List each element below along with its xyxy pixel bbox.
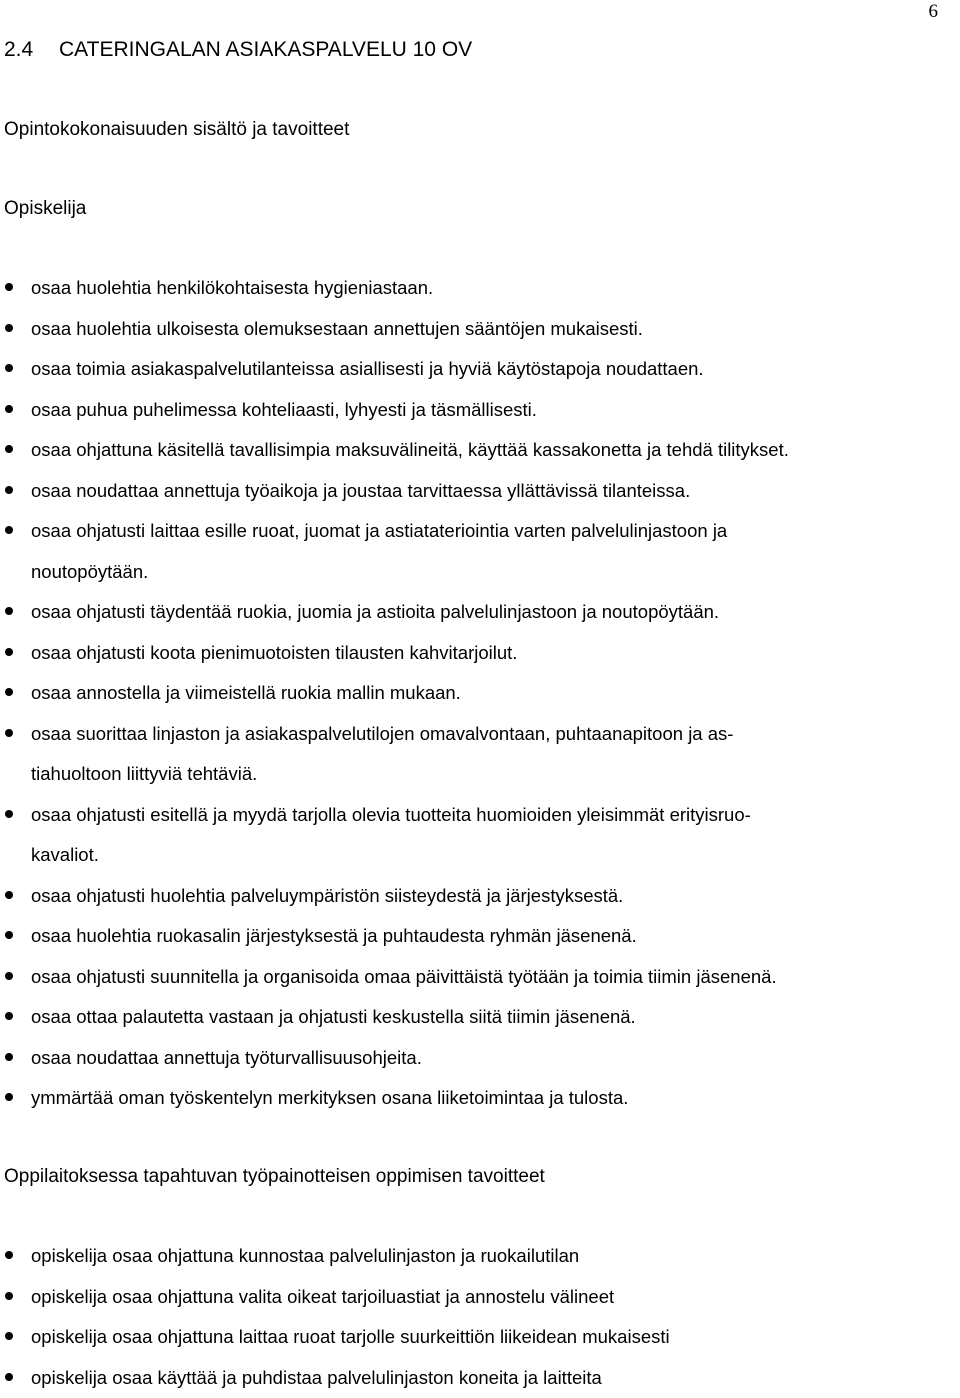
bullet-icon: [5, 1053, 13, 1061]
objective-item: osaa ohjatusti täydentää ruokia, juomia ja astioita palvelulinjastoon ja noutopöytään.: [0, 592, 955, 633]
student-label: Opiskelija: [4, 196, 86, 222]
bullet-icon: [5, 445, 13, 453]
bullet-icon: [5, 1251, 13, 1259]
objective-item: osaa noudattaa annettuja työturvallisuusohjeita.: [0, 1038, 955, 1079]
section-heading: [4, 36, 472, 64]
bullet-icon: [5, 526, 13, 534]
objective-item: osaa huolehtia ulkoisesta olemuksestaan annettujen sääntöjen mukaisesti.: [0, 309, 955, 350]
bullet-icon: [5, 1373, 13, 1381]
workplace-heading: Oppilaitoksessa tapahtuvan työpainotteisen oppimisen tavoitteet: [4, 1164, 545, 1190]
bullet-icon: [5, 1292, 13, 1300]
objective-item: osaa noudattaa annettuja työaikoja ja joustaa tarvittaessa yllättävissä tilanteissa.: [0, 471, 955, 512]
workplace-objective-item: opiskelija osaa ohjattuna valita oikeat tarjoiluastiat ja annostelu välineet: [0, 1277, 955, 1318]
bullet-icon: [5, 931, 13, 939]
bullet-icon: [5, 405, 13, 413]
objective-item: osaa ohjatusti koota pienimuotoisten tilausten kahvitarjoilut.: [0, 633, 955, 674]
bullet-icon: [5, 1093, 13, 1101]
bullet-icon: [5, 283, 13, 291]
workplace-objective-item: opiskelija osaa ohjattuna laittaa ruoat tarjolle suurkeittiön liikeidean mukaisesti: [0, 1317, 955, 1358]
objective-item: osaa ohjatusti suunnitella ja organisoida omaa päivittäistä työtään ja toimia tiimin jäsenenä.: [0, 957, 955, 998]
objective-item: osaa suorittaa linjaston ja asiakaspalvelutilojen omavalvontaan, puhtaanapitoon ja as-: [0, 714, 955, 755]
bullet-icon: [5, 324, 13, 332]
bullet-icon: [5, 729, 13, 737]
bullet-icon: [5, 648, 13, 656]
section-title: CATERINGALAN ASIAKASPALVELU 10 OV: [59, 38, 472, 61]
objective-item: osaa huolehtia henkilökohtaisesta hygieniastaan.: [0, 268, 955, 309]
section-number: 2.4: [4, 36, 59, 64]
workplace-objectives-list: [0, 1236, 955, 1398]
objective-item: osaa ohjatusti esitellä ja myydä tarjolla olevia tuotteita huomioiden yleisimmät erityisruo-: [0, 795, 955, 836]
contents-heading: Opintokokonaisuuden sisältö ja tavoitteet: [4, 117, 349, 143]
workplace-objective-item: opiskelija osaa ohjattuna kunnostaa palvelulinjaston ja ruokailutilan: [0, 1236, 955, 1277]
bullet-icon: [5, 364, 13, 372]
objective-item: osaa ohjattuna käsitellä tavallisimpia maksuvälineitä, käyttää kassakonetta ja tehdä tilitykset.: [0, 430, 955, 471]
bullet-icon: [5, 891, 13, 899]
objective-item: osaa huolehtia ruokasalin järjestyksestä ja puhtaudesta ryhmän jäsenenä.: [0, 916, 955, 957]
objective-item: osaa toimia asiakaspalvelutilanteissa asiallisesti ja hyviä käytöstapoja noudattaen.: [0, 349, 955, 390]
objective-item: ymmärtää oman työskentelyn merkityksen osana liiketoimintaa ja tulosta.: [0, 1078, 955, 1119]
objective-item-continuation: noutopöytään.: [0, 552, 955, 593]
bullet-icon: [5, 688, 13, 696]
bullet-icon: [5, 607, 13, 615]
objective-item: osaa ohjatusti huolehtia palveluympäristön siisteydestä ja järjestyksestä.: [0, 876, 955, 917]
bullet-icon: [5, 1012, 13, 1020]
objective-item: osaa ottaa palautetta vastaan ja ohjatusti keskustella siitä tiimin jäsenenä.: [0, 997, 955, 1038]
page-number: 6: [929, 2, 939, 22]
objective-item: osaa ohjatusti laittaa esille ruoat, juomat ja astiatateriointia varten palvelulinjastoon ja: [0, 511, 955, 552]
objective-item-continuation: kavaliot.: [0, 835, 955, 876]
bullet-icon: [5, 1332, 13, 1340]
objective-item: osaa annostella ja viimeistellä ruokia mallin mukaan.: [0, 673, 955, 714]
bullet-icon: [5, 810, 13, 818]
objectives-list: [0, 268, 955, 1119]
objective-item-continuation: tiahuoltoon liittyviä tehtäviä.: [0, 754, 955, 795]
bullet-icon: [5, 486, 13, 494]
bullet-icon: [5, 972, 13, 980]
workplace-objective-item: opiskelija osaa käyttää ja puhdistaa palvelulinjaston koneita ja laitteita: [0, 1358, 955, 1398]
objective-item: osaa puhua puhelimessa kohteliaasti, lyhyesti ja täsmällisesti.: [0, 390, 955, 431]
